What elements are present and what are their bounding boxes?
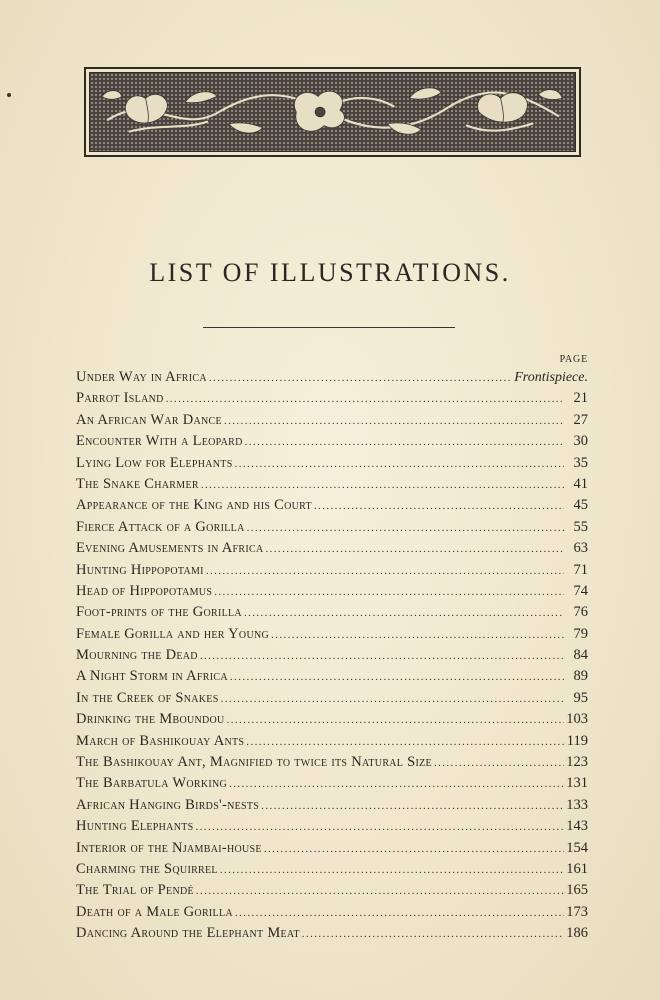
page-number: 103 <box>566 711 588 728</box>
illustration-title: A Night Storm in Africa <box>76 668 228 685</box>
list-item <box>76 688 588 709</box>
illustration-title: Drinking the Mboundou <box>76 711 225 728</box>
floral-ornament-icon <box>89 72 576 152</box>
dot-leader <box>271 625 564 646</box>
dot-leader <box>227 710 564 731</box>
dot-leader <box>221 689 564 710</box>
page-number: 63 <box>573 540 588 557</box>
dot-leader <box>235 903 564 924</box>
illustration-title: Appearance of the King and his Court <box>76 497 312 514</box>
dot-leader <box>434 753 564 774</box>
list-item <box>76 560 588 581</box>
illustration-title: An African War Dance <box>76 411 222 428</box>
illustration-title: In the Creek of Snakes <box>76 689 219 706</box>
dot-leader <box>224 411 564 432</box>
illustration-title: The Barbatula Working <box>76 775 228 792</box>
page-number: 74 <box>573 582 588 599</box>
list-item <box>76 902 588 923</box>
dot-leader <box>214 582 564 603</box>
dot-leader <box>209 368 512 389</box>
illustration-title: Fierce Attack of a Gorilla <box>76 518 245 535</box>
list-item <box>76 731 588 752</box>
list-item <box>76 795 588 816</box>
list-item <box>76 388 588 409</box>
dot-leader <box>166 389 564 410</box>
page-number: 143 <box>566 818 588 835</box>
list-item <box>76 773 588 794</box>
page-number: 165 <box>566 882 588 899</box>
dot-leader <box>244 603 564 624</box>
illustration-title: Encounter With a Leopard <box>76 433 243 450</box>
dot-leader <box>206 561 564 582</box>
illustration-title: Death of a Male Gorilla <box>76 903 233 920</box>
page-number: 95 <box>573 689 588 706</box>
list-item <box>76 859 588 880</box>
illustration-title: Evening Amusements in Africa <box>76 540 264 557</box>
dot-leader <box>247 518 564 539</box>
dot-leader <box>196 817 565 838</box>
page-title: LIST OF ILLUSTRATIONS. <box>149 258 511 287</box>
dot-leader <box>229 774 564 795</box>
illustration-title: Foot-prints of the Gorilla <box>76 604 242 621</box>
list-item <box>76 752 588 773</box>
dot-leader <box>245 432 564 453</box>
list-item <box>76 581 588 602</box>
dot-leader <box>264 839 564 860</box>
list-item <box>76 624 588 645</box>
dot-leader <box>201 475 564 496</box>
illustration-title: Parrot Island <box>76 390 164 407</box>
illustration-title: The Snake Charmer <box>76 475 199 492</box>
list-item <box>76 431 588 452</box>
illustration-title: Female Gorilla and her Young <box>76 625 270 642</box>
illustration-title: Head of Hippopotamus <box>76 582 213 599</box>
list-item <box>76 923 588 944</box>
page-number: 84 <box>573 647 588 664</box>
dot-leader <box>220 860 564 881</box>
list-item <box>76 453 588 474</box>
page-number: 45 <box>573 497 588 514</box>
illustration-title: Under Way in Africa <box>76 369 207 385</box>
decorative-banner <box>84 67 581 157</box>
page-number: 71 <box>573 561 588 578</box>
dot-leader <box>230 667 564 688</box>
page-number: Frontispiece. <box>514 370 588 385</box>
list-item <box>76 517 588 538</box>
page-number: 173 <box>566 903 588 920</box>
list-item <box>76 880 588 901</box>
list-item <box>76 538 588 559</box>
page-number: 41 <box>573 475 588 492</box>
illustration-title: The Bashikouay Ant, Magnified to twice its Natural Size <box>76 754 432 771</box>
page-number: 119 <box>566 732 588 749</box>
list-item <box>76 367 588 388</box>
list-item <box>76 709 588 730</box>
illustration-title: Charming the Squirrel <box>76 860 218 877</box>
page-number: 21 <box>573 390 588 407</box>
page-number: 154 <box>566 839 588 856</box>
illustration-title: Dancing Around the Elephant Meat <box>76 925 300 942</box>
page-column-heading: PAGE <box>559 354 588 365</box>
page-number: 123 <box>566 754 588 771</box>
illustration-title: Interior of the Njambai-house <box>76 839 262 856</box>
dot-leader <box>246 732 564 753</box>
page-number: 55 <box>573 518 588 535</box>
list-item <box>76 666 588 687</box>
page-number: 133 <box>566 796 588 813</box>
dot-leader <box>314 496 564 517</box>
page-number: 79 <box>573 625 588 642</box>
page-number: 76 <box>573 604 588 621</box>
page-number: 89 <box>573 668 588 685</box>
page-number: 186 <box>566 925 588 942</box>
dot-leader <box>265 539 564 560</box>
list-item <box>76 495 588 516</box>
dot-leader <box>302 924 564 945</box>
ink-speck <box>7 93 11 97</box>
list-item <box>76 602 588 623</box>
list-item <box>76 838 588 859</box>
dot-leader <box>235 454 564 475</box>
list-item <box>76 410 588 431</box>
illustration-title: African Hanging Birds'-nests <box>76 796 260 813</box>
illustration-title: Hunting Elephants <box>76 818 194 835</box>
illustration-title: Hunting Hippopotami <box>76 561 204 578</box>
page-number: 161 <box>566 860 588 877</box>
page-number: 35 <box>573 454 588 471</box>
illustration-title: Lying Low for Elephants <box>76 454 233 471</box>
list-item <box>76 474 588 495</box>
illustration-title: March of Bashikouay Ants <box>76 732 245 749</box>
title-rule <box>203 327 455 328</box>
list-item <box>76 816 588 837</box>
illustrations-list <box>76 367 588 945</box>
dot-leader <box>261 796 564 817</box>
dot-leader <box>200 646 564 667</box>
dot-leader <box>196 881 564 902</box>
page-number: 27 <box>573 411 588 428</box>
list-item <box>76 645 588 666</box>
illustration-title: The Trial of Pendé <box>76 882 194 899</box>
page-number: 131 <box>566 775 588 792</box>
illustration-title: Mourning the Dead <box>76 647 198 664</box>
page-number: 30 <box>573 433 588 450</box>
